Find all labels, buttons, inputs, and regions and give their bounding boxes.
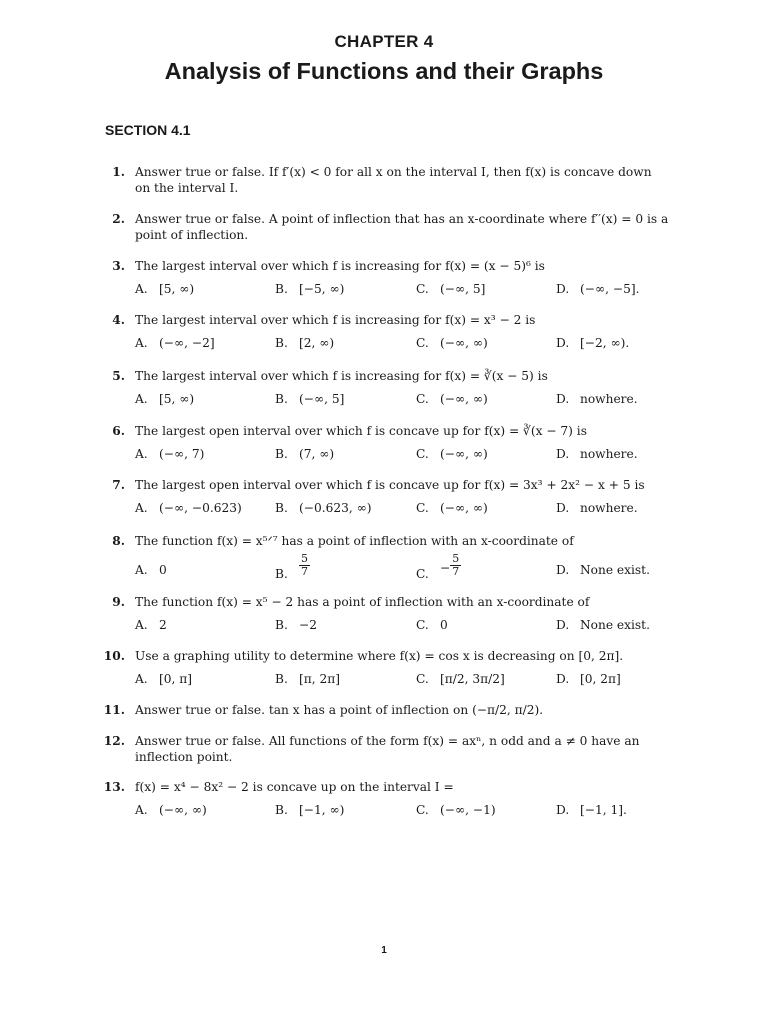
question-number: 10.: [103, 649, 125, 663]
option-c: C. (−∞, 5]: [416, 282, 486, 296]
fraction: $\frac{5}{7}$: [301, 552, 308, 578]
option-b: B. −2: [275, 618, 317, 632]
question-number: 7.: [112, 478, 125, 492]
question-number: 8.: [112, 534, 125, 548]
option-d: D. [−1, 1].: [556, 803, 627, 817]
question-2: [100, 211, 670, 243]
question-1: [100, 164, 670, 196]
option-b: B. (−∞, 5]: [275, 392, 345, 406]
question-text: Answer true or false. tan x has a point of inflection on (−π/2, π/2).: [135, 703, 544, 717]
question-number: 3.: [112, 259, 125, 273]
option-a: A. (−∞, −2]: [135, 336, 215, 350]
question-text: Answer true or false. A point of inflection that has an x-coordinate where f′′(x) = 0 is a point of inflection.: [135, 212, 669, 242]
question-4: [100, 312, 670, 351]
question-text: The function f(x) = x⁵ᐟ⁷ has a point of inflection with an x-coordinate of: [135, 534, 574, 548]
option-a: A. 0: [135, 563, 167, 577]
question-number: 6.: [112, 424, 125, 438]
question-5: [100, 368, 670, 407]
option-b: B. [−5, ∞): [275, 282, 345, 296]
option-d: D. nowhere.: [556, 501, 638, 515]
option-c: C. (−∞, ∞): [416, 501, 488, 515]
option-a: A. (−∞, ∞): [135, 803, 207, 817]
option-a: A. [5, ∞): [135, 282, 195, 296]
question-8: [100, 533, 670, 585]
option-c: C. (−∞, ∞): [416, 392, 488, 406]
question-number: 2.: [112, 212, 125, 226]
question-text: Answer true or false. If f′(x) < 0 for all x on the interval I, then f(x) is concave down on the interval I.: [135, 165, 652, 195]
option-b: B. (−0.623, ∞): [275, 501, 372, 515]
option-c: C. (−∞, −1): [416, 803, 496, 817]
option-d: D. nowhere.: [556, 447, 638, 461]
question-text: f(x) = x⁴ − 8x² − 2 is concave up on the interval I =: [135, 780, 454, 794]
option-b: B. [π, 2π]: [275, 672, 341, 686]
question-6: [100, 423, 670, 462]
option-a: A. 2: [135, 618, 167, 632]
option-a: A. (−∞, −0.623): [135, 501, 242, 515]
question-text: The function f(x) = x⁵ − 2 has a point of inflection with an x-coordinate of: [135, 595, 590, 609]
option-c: C. 0: [416, 618, 448, 632]
question-number: 4.: [112, 313, 125, 327]
question-number: 1.: [112, 165, 125, 179]
option-d: D. [−2, ∞).: [556, 336, 630, 350]
option-c: C. − $\frac{5}{7}$: [416, 552, 460, 581]
section-heading: SECTION 4.1: [105, 122, 191, 138]
option-d: D. nowhere.: [556, 392, 638, 406]
option-d: D. None exist.: [556, 618, 650, 632]
option-c: C. (−∞, ∞): [416, 447, 488, 461]
option-b: B. $\frac{5}{7}$: [275, 552, 308, 581]
option-b: B. [−1, ∞): [275, 803, 345, 817]
question-number: 9.: [112, 595, 125, 609]
question-text: The largest open interval over which f is concave up for f(x) = ∛(x − 7) is: [135, 424, 587, 438]
option-b: B. (7, ∞): [275, 447, 335, 461]
page-title: Analysis of Functions and their Graphs: [164, 58, 604, 84]
option-a: A. [0, π]: [135, 672, 193, 686]
question-text: The largest interval over which f is increasing for f(x) = (x − 5)⁶ is: [135, 259, 545, 273]
option-d: D. None exist.: [556, 563, 650, 577]
question-11: [100, 702, 670, 718]
option-c: C. [π/2, 3π/2]: [416, 672, 505, 686]
fraction: $\frac{5}{7}$: [452, 552, 460, 578]
page-number: 1: [381, 945, 387, 956]
option-a: A. (−∞, 7): [135, 447, 205, 461]
option-a: A. [5, ∞): [135, 392, 195, 406]
option-c: C. (−∞, ∞): [416, 336, 488, 350]
question-text: The largest interval over which f is increasing for f(x) = ∛(x − 5) is: [135, 369, 548, 383]
question-text: Use a graphing utility to determine where f(x) = cos x is decreasing on [0, 2π].: [135, 649, 624, 663]
question-13: [100, 779, 670, 818]
question-number: 11.: [103, 703, 125, 717]
question-3: [100, 258, 670, 297]
question-number: 5.: [112, 369, 125, 383]
option-b: B. [2, ∞): [275, 336, 335, 350]
question-9: [100, 594, 670, 633]
question-number: 13.: [103, 780, 125, 794]
question-text: The largest interval over which f is increasing for f(x) = x³ − 2 is: [135, 313, 536, 327]
question-text: Answer true or false. All functions of the form f(x) = axⁿ, n odd and a ≠ 0 have an inflection point.: [135, 734, 640, 764]
question-text: The largest open interval over which f is concave up for f(x) = 3x³ + 2x² − x + 5 is: [135, 478, 645, 492]
chapter-label: CHAPTER 4: [334, 32, 434, 51]
question-10: [100, 648, 670, 687]
question-12: [100, 733, 670, 765]
question-7: [100, 477, 670, 516]
option-d: D. (−∞, −5].: [556, 282, 640, 296]
question-number: 12.: [103, 734, 125, 748]
option-d: D. [0, 2π]: [556, 672, 621, 686]
